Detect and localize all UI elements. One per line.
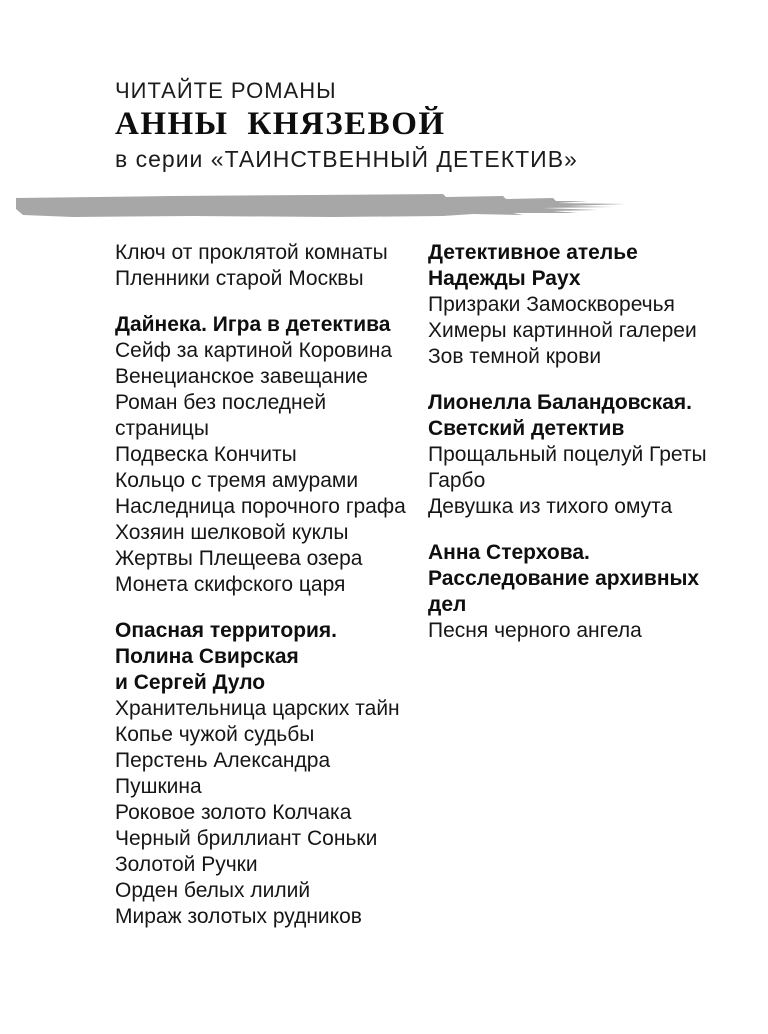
book-title-line: Золотой Ручки bbox=[115, 853, 258, 876]
book-title-line: Прощальный поцелуй Греты bbox=[428, 443, 707, 466]
series-heading-line: Полина Свирская bbox=[115, 645, 299, 668]
book-title-line: Венецианское завещание bbox=[115, 365, 368, 388]
book-title-line: Призраки Замоскворечья bbox=[428, 293, 675, 316]
series-heading-line: Расследование архивных bbox=[428, 567, 700, 590]
series-heading-line: Анна Стерхова. bbox=[428, 541, 590, 564]
series-heading-line: дел bbox=[428, 593, 467, 616]
book-title-line: Хозяин шелковой куклы bbox=[115, 521, 349, 544]
book-title-line: Песня черного ангела bbox=[428, 619, 642, 642]
series-heading-line: Детективное ателье bbox=[428, 241, 638, 264]
series-heading-line: Надежды Раух bbox=[428, 267, 581, 290]
book-title-line: Подвеска Кончиты bbox=[115, 443, 297, 466]
book-title-line: Наследница порочного графа bbox=[115, 495, 406, 518]
book-list-column-right bbox=[428, 240, 728, 644]
book-title-line: Пушкина bbox=[115, 775, 202, 798]
series-heading-line: Опасная территория. bbox=[115, 619, 338, 642]
series-heading-line: Лионелла Баландовская. bbox=[428, 391, 693, 414]
book-list-column-left bbox=[115, 240, 428, 930]
series-heading-line: Дайнека. Игра в детектива bbox=[115, 313, 391, 336]
book-title-line: Роковое золото Колчака bbox=[115, 801, 352, 824]
book-title-line: страницы bbox=[115, 417, 209, 440]
book-title-line: Химеры картинной галереи bbox=[428, 319, 697, 342]
brush-stroke-divider bbox=[13, 191, 630, 219]
series-section bbox=[115, 312, 428, 598]
book-title-line: Зов темной крови bbox=[428, 345, 602, 368]
series-heading-line: Светский детектив bbox=[428, 417, 625, 440]
book-title-line: Кольцо с тремя амурами bbox=[115, 469, 359, 492]
book-title-line: Мираж золотых рудников bbox=[115, 905, 362, 928]
series-name: в серии «ТАИНСТВЕННЫЙ ДЕТЕКТИВ» bbox=[115, 146, 578, 172]
book-title-line: Сейф за картиной Коровина bbox=[115, 339, 392, 362]
read-novels-kicker: ЧИТАЙТЕ РОМАНЫ bbox=[115, 78, 337, 103]
book-title-line: Хранительница царских тайн bbox=[115, 697, 400, 720]
book-title-line: Орден белых лилий bbox=[115, 879, 311, 902]
book-title-line: Девушка из тихого омута bbox=[428, 495, 673, 518]
page-header bbox=[0, 0, 768, 174]
book-title-line: Ключ от проклятой комнаты bbox=[115, 241, 388, 264]
book-title-line: Копье чужой судьбы bbox=[115, 723, 315, 746]
book-title-line: Жертвы Плещеева озера bbox=[115, 547, 363, 570]
book-title-line: Черный бриллиант Соньки bbox=[115, 827, 378, 850]
brush-stroke-shape bbox=[13, 191, 630, 219]
book-title-line: Роман без последней bbox=[115, 391, 327, 414]
book-title-line: Монета скифского царя bbox=[115, 573, 346, 596]
title-group bbox=[115, 240, 428, 292]
book-title-line: Пленники старой Москвы bbox=[115, 267, 364, 290]
book-title-line: Гарбо bbox=[428, 469, 486, 492]
author-name: АННЫ КНЯЗЕВОЙ bbox=[115, 106, 446, 142]
series-section bbox=[115, 618, 428, 930]
series-section bbox=[428, 240, 728, 370]
series-section bbox=[428, 540, 728, 644]
series-heading-line: и Сергей Дуло bbox=[115, 671, 266, 694]
book-title-line: Перстень Александра bbox=[115, 749, 331, 772]
series-section bbox=[428, 390, 728, 520]
book-lists bbox=[0, 219, 768, 930]
